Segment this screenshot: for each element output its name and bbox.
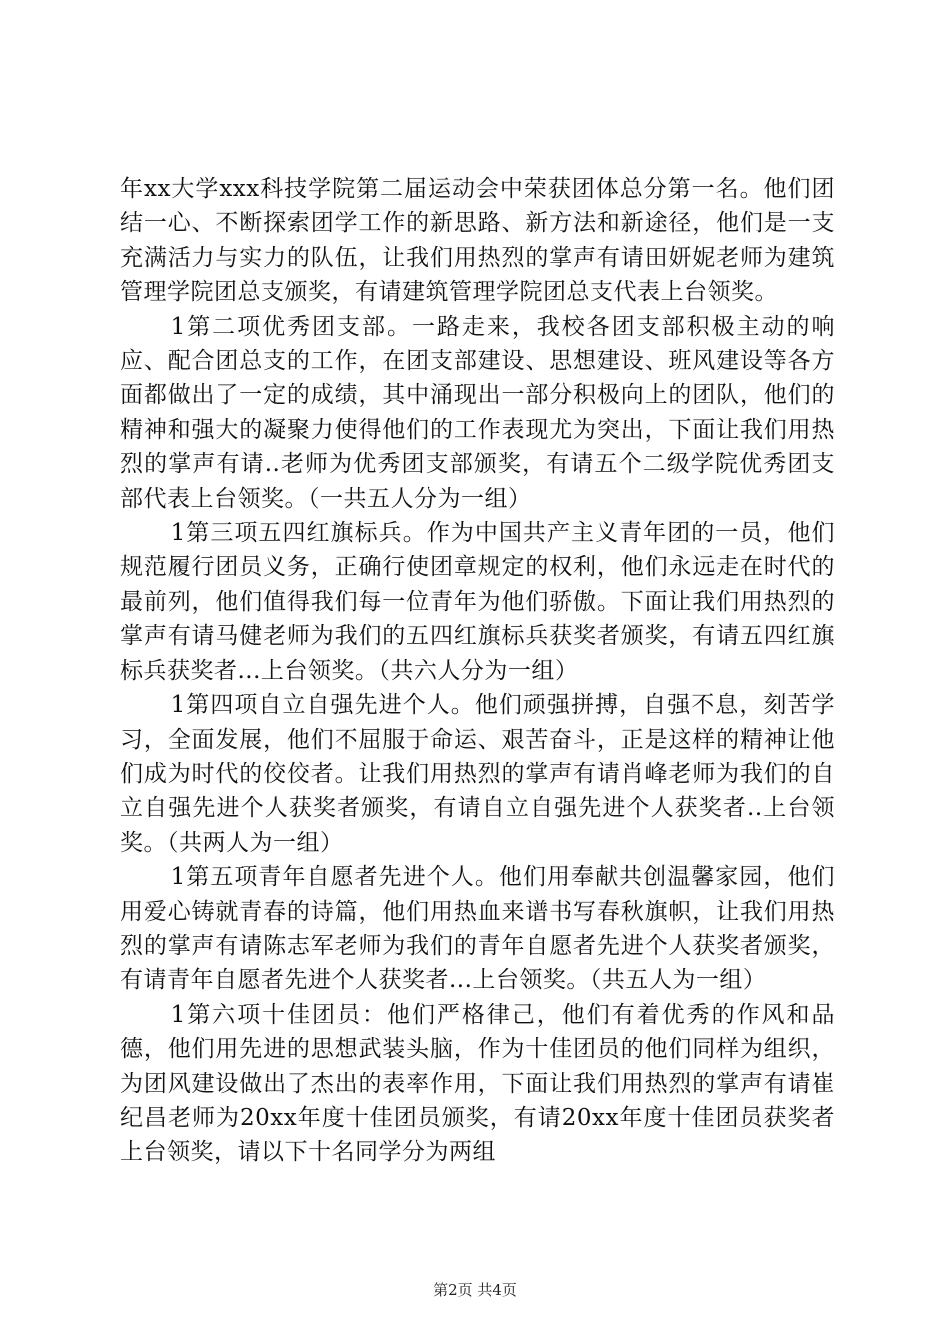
paragraph-volunteer: 1第五项青年自愿者先进个人。他们用奉献共创温馨家园，他们用爱心铸就青春的诗篇，他们用热血来谱书写春秋旗帜，让我们用热烈的掌声有请陈志军老师为我们的青年自愿者先进个人获奖者颁奖，有请青年自愿者先进个人获奖者...上台领奖。（共五人为一组） [120, 864, 835, 994]
page-number-footer: 第2页 共4页 [433, 1281, 517, 1299]
document-body [120, 172, 835, 1170]
paragraph-red-flag-model: 1第三项五四红旗标兵。作为中国共产主义青年团的一员，他们规范履行团员义务，正确行使团章规定的权利，他们永远走在时代的最前列，他们值得我们每一位青年为他们骄傲。下面让我们用热烈的掌声有请马健老师为我们的五四红旗标兵获奖者颁奖，有请五四红旗标兵获奖者...上台领奖。（共六人分为一组） [120, 520, 835, 684]
paragraph-self-reliance: 1第四项自立自强先进个人。他们顽强拼搏，自强不息，刻苦学习，全面发展，他们不屈服于命运、艰苦奋斗，正是这样的精神让他们成为时代的佼佼者。让我们用热烈的掌声有请肖峰老师为我们的自立自强先进个人获奖者颁奖，有请自立自强先进个人获奖者..上台领奖。（共两人为一组） [120, 692, 835, 856]
paragraph-excellent-branch: 1第二项优秀团支部。一路走来，我校各团支部积极主动的响应、配合团总支的工作，在团支部建设、思想建设、班风建设等各方面都做出了一定的成绩，其中涌现出一部分积极向上的团队，他们的精神和强大的凝聚力使得他们的工作表现尤为突出，下面让我们用热烈的掌声有请..老师为优秀团支部颁奖，有请五个二级学院优秀团支部代表上台领奖。（一共五人分为一组） [120, 313, 835, 512]
paragraph-top-ten-members: 1第六项十佳团员：他们严格律己，他们有着优秀的作风和品德，他们用先进的思想武装头脑，作为十佳团员的他们同样为组织，为团风建设做出了杰出的表率作用，下面让我们用热烈的掌声有请崔纪昌老师为20xx年度十佳团员颁奖，有请20xx年度十佳团员获奖者上台领奖，请以下十名同学分为两组 [120, 1001, 835, 1166]
paragraph-continued: 年xx大学xxx科技学院第二届运动会中荣获团体总分第一名。他们团结一心、不断探索团学工作的新思路、新方法和新途径，他们是一支充满活力与实力的队伍，让我们用热烈的掌声有请田妍妮老师为建筑管理学院团总支颁奖，有请建筑管理学院团总支代表上台领奖。 [120, 176, 835, 306]
